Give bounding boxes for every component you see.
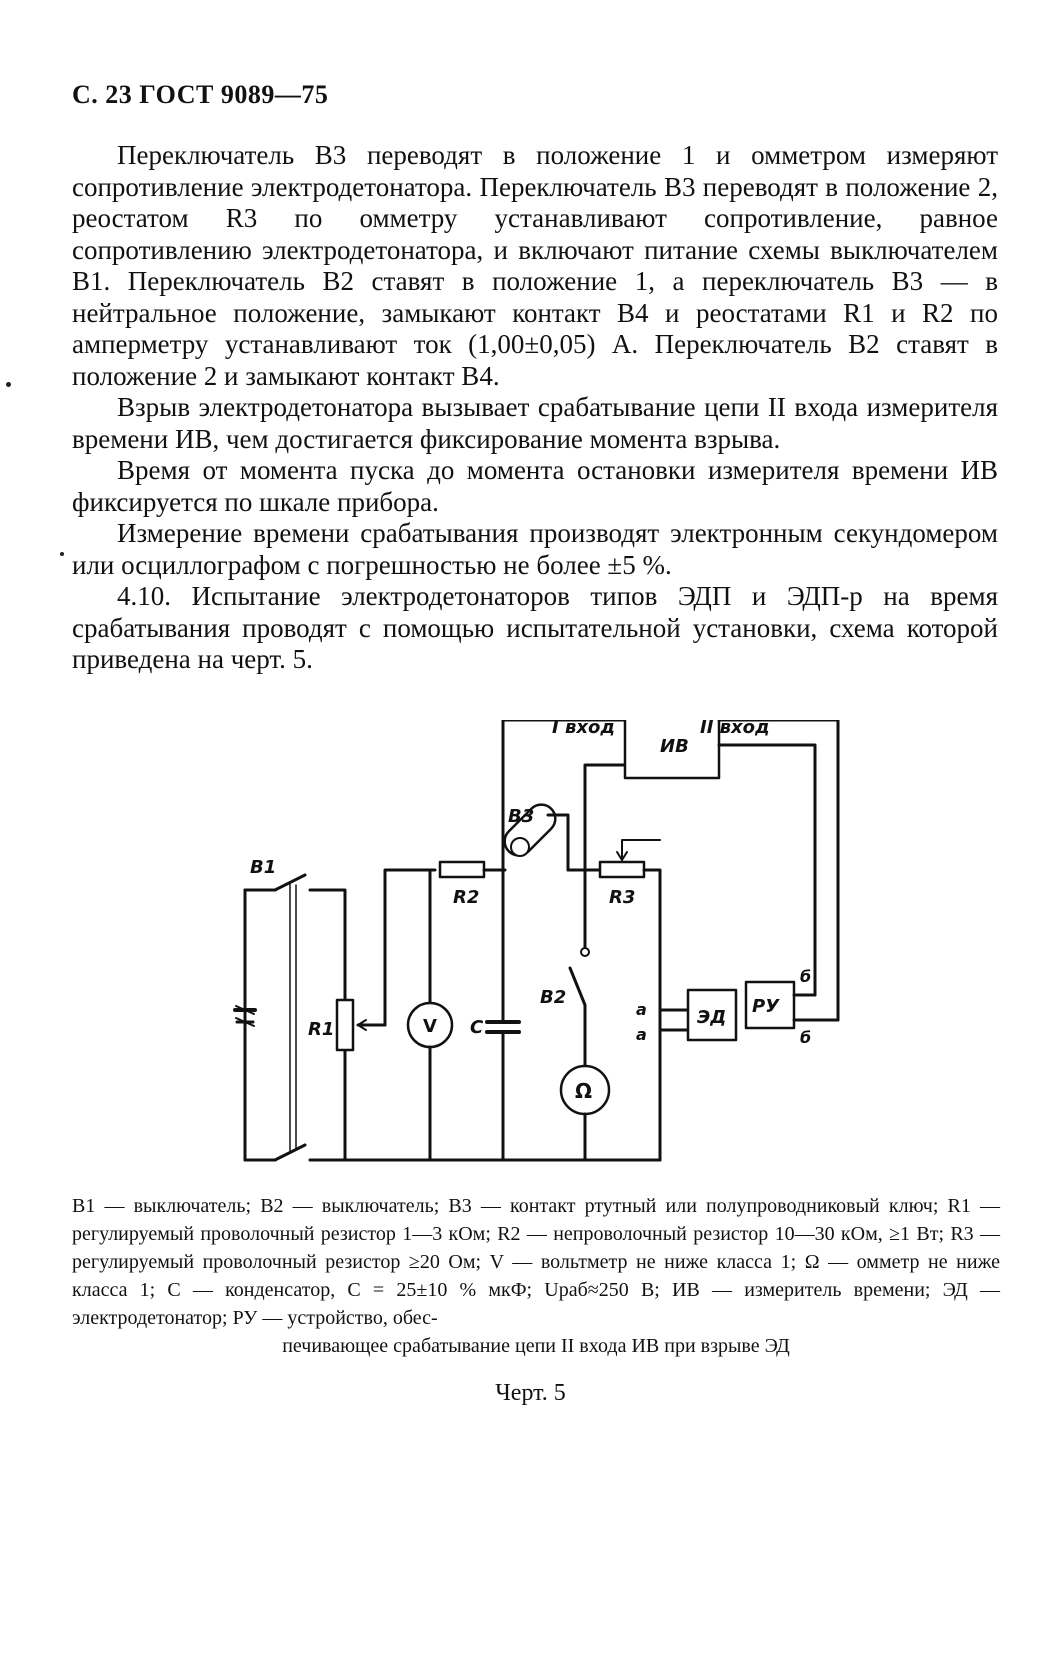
- figure-caption: [72, 1192, 1000, 1360]
- label-r3: R3: [609, 887, 636, 908]
- label-v: V: [423, 1016, 437, 1037]
- label-b3: B3: [508, 806, 535, 827]
- margin-dot: [6, 382, 11, 387]
- label-a1: а: [636, 1000, 647, 1019]
- label-b-top: б: [800, 967, 812, 986]
- label-iv: ИВ: [660, 736, 689, 757]
- caption-text: В1 — выключатель; В2 — выключатель; В3 — контакт ртутный или полупроводниковый ключ; R1 — регулируемый проволочный резистор 1—3 кОм; R2 — непроволочный резистор 10—30 кОм, ≥1 Вт; R3 — регулируемый проволочный резистор ≥20 Ом; V — вольтметр не ниже класса 1; Ω — омметр не ниже класса 1; С — конденсатор, С = 25±10 % мкФ; Uраб≈250 В; ИВ — измеритель времени; ЭД — электродетонатор; РУ — устройство, обес-: [72, 1195, 1000, 1329]
- label-input1: I вход: [552, 720, 615, 738]
- label-c: C: [470, 1017, 484, 1038]
- label-r1: R1: [308, 1019, 335, 1040]
- label-ru: РУ: [752, 996, 780, 1017]
- paragraph-3: Время от момента пуска до момента остановки измерителя времени ИВ фиксируется по шкале прибора.: [72, 455, 998, 517]
- circuit-labels: [0, 720, 1061, 1190]
- paragraph-2: Взрыв электродетонатора вызывает срабатывание цепи II входа измерителя времени ИВ, чем достигается фиксирование момента взрыва.: [72, 392, 998, 454]
- label-b-bottom: б: [800, 1028, 812, 1047]
- label-ed: ЭД: [697, 1007, 727, 1028]
- page-header: С. 23 ГОСТ 9089—75: [72, 80, 329, 109]
- label-omega: Ω: [575, 1079, 593, 1103]
- paragraph-1: Переключатель В3 переводят в положение 1 и омметром измеряют сопротивление электродетонатора. Переключатель В3 переводят в положение 2, реостатом R3 по омметру устанавливают сопротивление, равное сопротивлению электродетонатора, и включают питание схемы выключателем В1. Переключатель В2 ставят в положение 1, а переключатель В3 — в нейтральное положение, замыкают контакт В4 и реостатами R1 и R2 по амперметру устанавливают ток (1,00±0,05) А. Переключатель В2 ставят в положение 2 и замыкают контакт В4.: [72, 140, 998, 391]
- circuit-diagram: [0, 720, 1061, 1190]
- label-a2: а: [636, 1025, 647, 1044]
- label-r2: R2: [453, 887, 480, 908]
- label-b2: B2: [540, 987, 567, 1008]
- label-input2: II вход: [700, 720, 770, 738]
- caption-last-line: печивающее срабатывание цепи II входа ИВ при взрыве ЭД: [282, 1335, 790, 1357]
- paragraph-4: Измерение времени срабатывания производят электронным секундомером или осциллографом с погрешностью не более ±5 %.: [72, 518, 998, 580]
- body-text: [72, 140, 998, 676]
- label-b1: B1: [250, 857, 277, 878]
- margin-dot: [60, 552, 64, 556]
- paragraph-5: 4.10. Испытание электродетонаторов типов ЭДП и ЭДП-р на время срабатывания проводят с помощью испытательной установки, схема которой приведена на черт. 5.: [72, 581, 998, 674]
- figure-title: Черт. 5: [495, 1380, 566, 1406]
